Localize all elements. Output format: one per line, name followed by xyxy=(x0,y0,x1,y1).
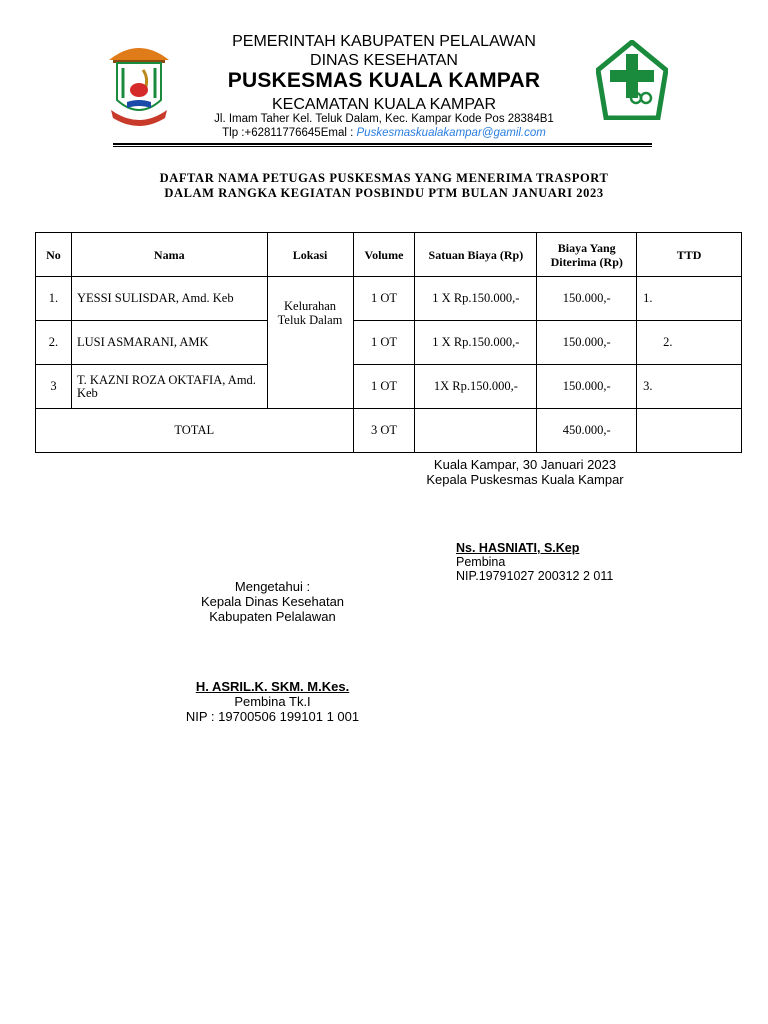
cell-nama: YESSI SULISDAR, Amd. Keb xyxy=(71,277,267,321)
kop-contact xyxy=(0,127,768,139)
cell-volume: 1 OT xyxy=(353,365,415,409)
header-nama: Nama xyxy=(71,233,267,277)
signature-right-identity xyxy=(456,541,613,583)
table-row xyxy=(36,365,742,409)
table-header-row xyxy=(36,233,742,277)
cell-ttd: 1. xyxy=(637,277,742,321)
signer-right-rank: Pembina xyxy=(456,555,506,569)
petugas-table xyxy=(35,232,742,453)
cell-total-label: TOTAL xyxy=(36,409,354,453)
document-title-line1: DAFTAR NAMA PETUGAS PUSKESMAS YANG MENERIMA TRASPORT xyxy=(159,171,609,185)
cell-total-volume: 3 OT xyxy=(353,409,415,453)
signer-left-position2: Kabupaten Pelalawan xyxy=(209,609,336,624)
cell-ttd: 3. xyxy=(637,365,742,409)
cell-satuan: 1X Rp.150.000,- xyxy=(415,365,537,409)
signer-right-name: Ns. HASNIATI, S.Kep xyxy=(456,541,580,555)
cell-nama: T. KAZNI ROZA OKTAFIA, Amd. Keb xyxy=(71,365,267,409)
header-ttd: TTD xyxy=(637,233,742,277)
cell-diterima: 150.000,- xyxy=(537,277,637,321)
signer-left-name: H. ASRIL.K. SKM. M.Kes. xyxy=(195,679,350,694)
place-date: Kuala Kampar, 30 Januari 2023 xyxy=(433,457,617,472)
signature-left-identity xyxy=(150,679,395,724)
signer-left-nip: NIP : 19700506 199101 1 001 xyxy=(185,709,360,724)
header-divider xyxy=(113,143,652,147)
table-row xyxy=(36,321,742,365)
cell-satuan: 1 X Rp.150.000,- xyxy=(415,277,537,321)
cell-volume: 1 OT xyxy=(353,321,415,365)
kop-email[interactable]: Puskesmaskualakampar@gamil.com xyxy=(356,127,546,139)
cell-total-diterima: 450.000,- xyxy=(537,409,637,453)
table-row xyxy=(36,277,742,321)
cell-diterima: 150.000,- xyxy=(537,321,637,365)
signer-right-position: Kepala Puskesmas Kuala Kampar xyxy=(426,472,624,487)
cell-nama: LUSI ASMARANI, AMK xyxy=(71,321,267,365)
header-no: No xyxy=(36,233,72,277)
cell-no: 3 xyxy=(36,365,72,409)
cell-no: 1. xyxy=(36,277,72,321)
cell-no: 2. xyxy=(36,321,72,365)
signature-left-header xyxy=(150,579,395,624)
cell-lokasi: Kelurahan Teluk Dalam xyxy=(267,277,353,409)
kop-dinas: DINAS KESEHATAN xyxy=(310,52,458,69)
kop-phone: Tlp :+62811776645Emal : xyxy=(222,127,357,139)
cell-total-satuan xyxy=(415,409,537,453)
cell-satuan: 1 X Rp.150.000,- xyxy=(415,321,537,365)
cell-volume: 1 OT xyxy=(353,277,415,321)
document-title-line2: DALAM RANGKA KEGIATAN POSBINDU PTM BULAN JANUARI 2023 xyxy=(164,186,604,200)
kop-puskesmas: PUSKESMAS KUALA KAMPAR xyxy=(227,69,541,92)
header-satuan: Satuan Biaya (Rp) xyxy=(415,233,537,277)
header-diterima: Biaya Yang Diterima (Rp) xyxy=(537,233,637,277)
known-label: Mengetahui : xyxy=(234,579,311,594)
cell-diterima: 150.000,- xyxy=(537,365,637,409)
kop-kecamatan: KECAMATAN KUALA KAMPAR xyxy=(271,96,497,113)
kop-pemerintah: PEMERINTAH KABUPATEN PELALAWAN xyxy=(232,33,536,50)
kop-address: Jl. Imam Taher Kel. Teluk Dalam, Kec. Kampar Kode Pos 28384B1 xyxy=(214,113,554,125)
signer-right-nip: NIP.19791027 200312 2 011 xyxy=(456,569,614,583)
cell-total-ttd xyxy=(637,409,742,453)
header-volume: Volume xyxy=(353,233,415,277)
table-total-row xyxy=(36,409,742,453)
header-lokasi: Lokasi xyxy=(267,233,353,277)
signer-left-position1: Kepala Dinas Kesehatan xyxy=(200,594,345,609)
signature-right-header xyxy=(405,457,645,487)
cell-ttd: 2. xyxy=(637,321,742,365)
signer-left-rank: Pembina Tk.I xyxy=(234,694,311,709)
